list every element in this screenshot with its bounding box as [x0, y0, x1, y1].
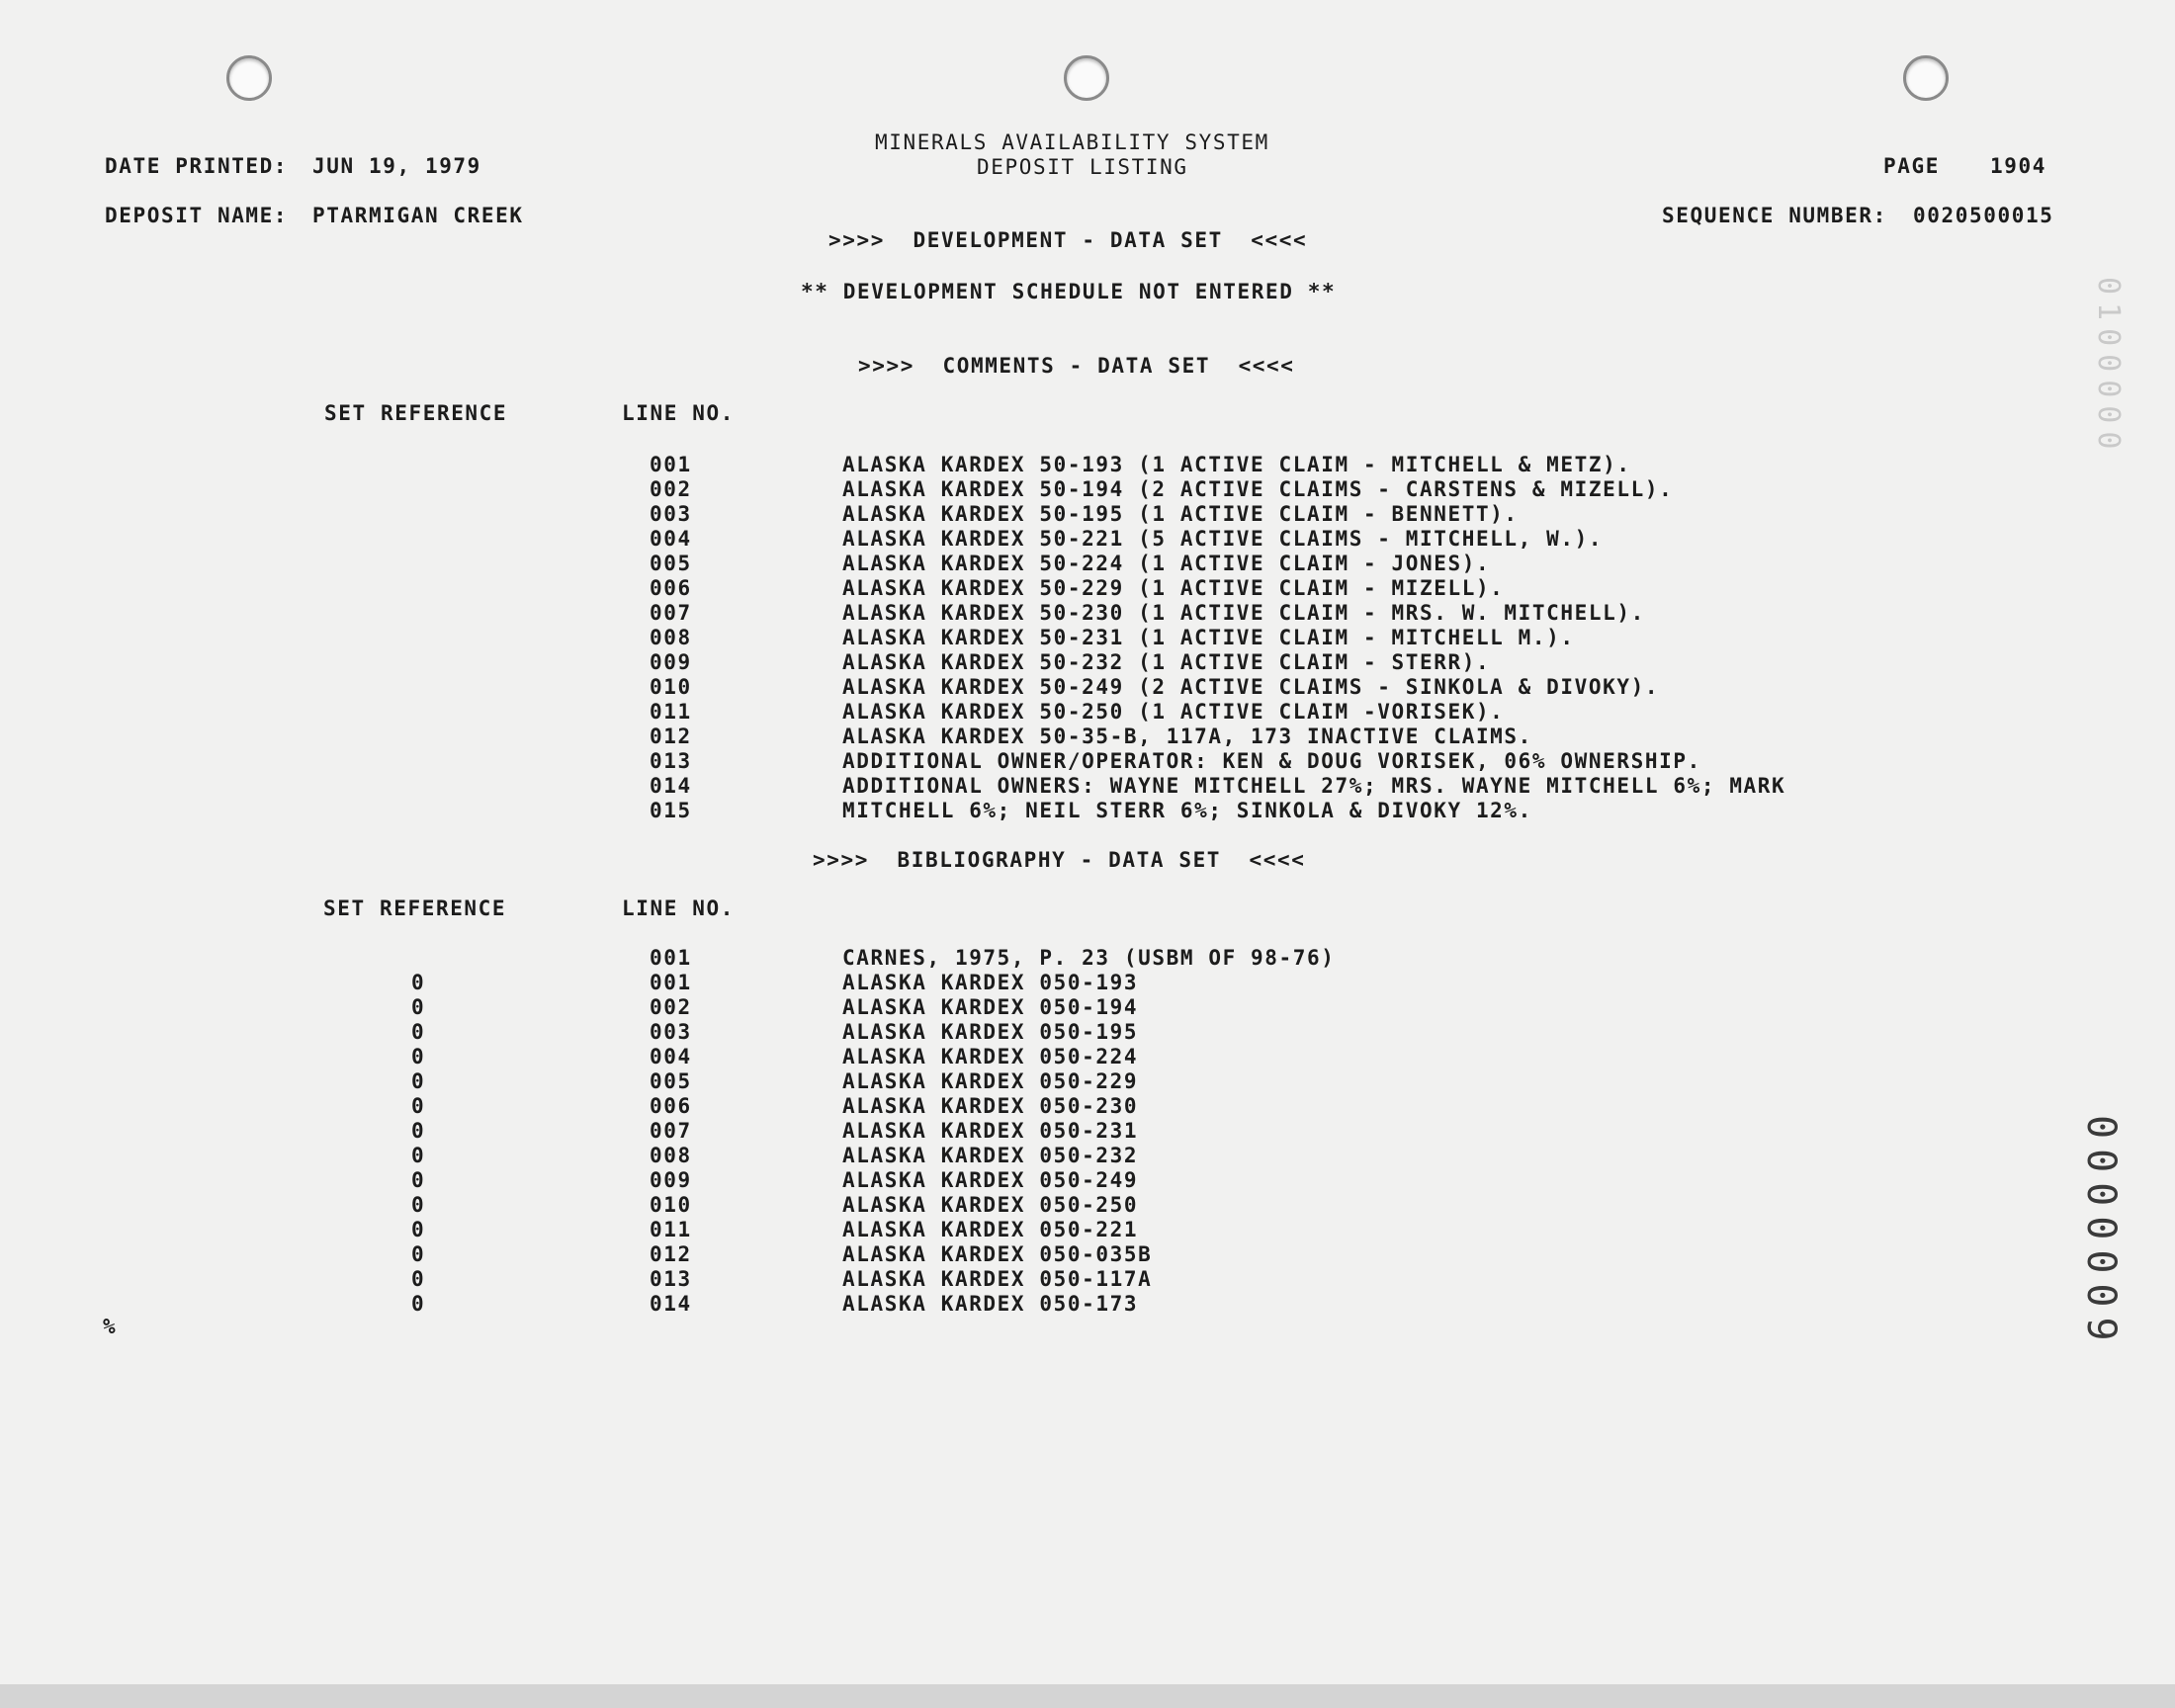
comment-line-no: 007: [650, 601, 692, 625]
comment-row: [0, 650, 2175, 675]
bibliography-text: ALASKA KARDEX 050-193: [842, 971, 1139, 994]
bibliography-row: [0, 1045, 2175, 1069]
bibliography-set-reference: 0: [411, 1144, 426, 1167]
comment-text: ADDITIONAL OWNERS: WAYNE MITCHELL 27%; MRS. WAYNE MITCHELL 6%; MARK: [842, 774, 1786, 798]
comment-text: ALASKA KARDEX 50-221 (5 ACTIVE CLAIMS - MITCHELL, W.).: [842, 527, 1604, 551]
comment-row: [0, 502, 2175, 527]
comment-text: ALASKA KARDEX 50-230 (1 ACTIVE CLAIM - MRS. W. MITCHELL).: [842, 601, 1645, 625]
bibliography-text: ALASKA KARDEX 050-229: [842, 1069, 1139, 1093]
scan-bottom-edge: [0, 1684, 2175, 1708]
bibliography-line-no: 013: [650, 1267, 692, 1291]
comment-line-no: 004: [650, 527, 692, 551]
bibliography-text: ALASKA KARDEX 050-035B: [842, 1242, 1153, 1266]
bibliography-row: [0, 1242, 2175, 1267]
bibliography-row: [0, 1119, 2175, 1144]
comment-text: ALASKA KARDEX 50-250 (1 ACTIVE CLAIM -VORISEK).: [842, 700, 1505, 724]
comment-line-no: 011: [650, 700, 692, 724]
comment-line-no: 005: [650, 552, 692, 575]
bibliography-list: [0, 946, 2175, 1317]
bibliography-row: [0, 971, 2175, 995]
bibliography-heading: >>>> BIBLIOGRAPHY - DATA SET <<<<: [813, 848, 1306, 872]
comment-row: [0, 453, 2175, 477]
bibliography-row: [0, 1292, 2175, 1317]
comment-text: MITCHELL 6%; NEIL STERR 6%; SINKOLA & DIVOKY 12%.: [842, 799, 1532, 822]
bibliography-row: [0, 1168, 2175, 1193]
listing-title: DEPOSIT LISTING: [977, 155, 1188, 179]
bibliography-line-no: 012: [650, 1242, 692, 1266]
bibliography-text: ALASKA KARDEX 050-194: [842, 995, 1139, 1019]
comments-col-line-no: LINE NO.: [622, 401, 735, 425]
comment-row: [0, 749, 2175, 774]
development-note: ** DEVELOPMENT SCHEDULE NOT ENTERED **: [801, 280, 1337, 303]
margin-stamp-upper: 0100000: [2091, 277, 2126, 458]
comment-line-no: 015: [650, 799, 692, 822]
comment-row: [0, 799, 2175, 823]
bibliography-row: [0, 1094, 2175, 1119]
comment-text: ALASKA KARDEX 50-232 (1 ACTIVE CLAIM - STERR).: [842, 650, 1491, 674]
development-heading: >>>> DEVELOPMENT - DATA SET <<<<: [828, 228, 1308, 252]
bibliography-set-reference: 0: [411, 1069, 426, 1093]
binder-hole-right: [1903, 55, 1949, 101]
comment-row: [0, 552, 2175, 576]
bibliography-text: ALASKA KARDEX 050-117A: [842, 1267, 1153, 1291]
comment-line-no: 003: [650, 502, 692, 526]
comment-row: [0, 725, 2175, 749]
bibliography-text: ALASKA KARDEX 050-250: [842, 1193, 1139, 1217]
bibliography-line-no: 002: [650, 995, 692, 1019]
bibliography-line-no: 008: [650, 1144, 692, 1167]
comment-text: ALASKA KARDEX 50-193 (1 ACTIVE CLAIM - MITCHELL & METZ).: [842, 453, 1631, 476]
bibliography-set-reference: 0: [411, 1193, 426, 1217]
comments-list: [0, 453, 2175, 823]
bibliography-text: CARNES, 1975, P. 23 (USBM OF 98-76): [842, 946, 1336, 970]
bibliography-row: [0, 995, 2175, 1020]
bibliography-line-no: 004: [650, 1045, 692, 1068]
comment-line-no: 013: [650, 749, 692, 773]
bibliography-line-no: 007: [650, 1119, 692, 1143]
bibliography-row: [0, 946, 2175, 971]
bibliography-set-reference: 0: [411, 1218, 426, 1241]
bibliography-row: [0, 1069, 2175, 1094]
bibliography-text: ALASKA KARDEX 050-195: [842, 1020, 1139, 1044]
comment-text: ALASKA KARDEX 50-195 (1 ACTIVE CLAIM - BENNETT).: [842, 502, 1519, 526]
bibliography-text: ALASKA KARDEX 050-230: [842, 1094, 1139, 1118]
comments-col-set-reference: SET REFERENCE: [324, 401, 508, 425]
binder-hole-center: [1064, 55, 1109, 101]
comment-line-no: 009: [650, 650, 692, 674]
comment-row: [0, 477, 2175, 502]
bibliography-line-no: 006: [650, 1094, 692, 1118]
bibliography-row: [0, 1267, 2175, 1292]
bibliography-set-reference: 0: [411, 995, 426, 1019]
bibliography-col-set-reference: SET REFERENCE: [323, 897, 507, 920]
bibliography-line-no: 001: [650, 946, 692, 970]
comment-line-no: 002: [650, 477, 692, 501]
comment-text: ALASKA KARDEX 50-35-B, 117A, 173 INACTIVE CLAIMS.: [842, 725, 1532, 748]
comment-line-no: 001: [650, 453, 692, 476]
binder-hole-left: [226, 55, 272, 101]
deposit-name-label: DEPOSIT NAME:: [105, 204, 289, 227]
margin-stamp-lower: 0000009: [2078, 1115, 2124, 1351]
bibliography-row: [0, 1193, 2175, 1218]
bibliography-set-reference: 0: [411, 1267, 426, 1291]
bibliography-text: ALASKA KARDEX 050-231: [842, 1119, 1139, 1143]
comment-row: [0, 774, 2175, 799]
comment-text: ADDITIONAL OWNER/OPERATOR: KEN & DOUG VORISEK, 06% OWNERSHIP.: [842, 749, 1701, 773]
comment-text: ALASKA KARDEX 50-224 (1 ACTIVE CLAIM - JONES).: [842, 552, 1491, 575]
bibliography-set-reference: 0: [411, 1045, 426, 1068]
date-printed-value: JUN 19, 1979: [312, 154, 481, 178]
comment-text: ALASKA KARDEX 50-249 (2 ACTIVE CLAIMS - SINKOLA & DIVOKY).: [842, 675, 1660, 699]
bibliography-text: ALASKA KARDEX 050-232: [842, 1144, 1139, 1167]
bibliography-set-reference: 0: [411, 1119, 426, 1143]
date-printed-label: DATE PRINTED:: [105, 154, 289, 178]
sequence-number-value: 0020500015: [1913, 204, 2054, 227]
bibliography-text: ALASKA KARDEX 050-173: [842, 1292, 1139, 1316]
bibliography-text: ALASKA KARDEX 050-224: [842, 1045, 1139, 1068]
percent-mark: %: [103, 1315, 118, 1338]
comment-line-no: 006: [650, 576, 692, 600]
bibliography-set-reference: 0: [411, 1020, 426, 1044]
bibliography-set-reference: 0: [411, 1242, 426, 1266]
bibliography-set-reference: 0: [411, 1168, 426, 1192]
bibliography-line-no: 010: [650, 1193, 692, 1217]
comment-row: [0, 576, 2175, 601]
bibliography-set-reference: 0: [411, 1292, 426, 1316]
comment-text: ALASKA KARDEX 50-194 (2 ACTIVE CLAIMS - CARSTENS & MIZELL).: [842, 477, 1674, 501]
bibliography-line-no: 014: [650, 1292, 692, 1316]
bibliography-set-reference: 0: [411, 971, 426, 994]
bibliography-row: [0, 1144, 2175, 1168]
comment-line-no: 012: [650, 725, 692, 748]
bibliography-line-no: 001: [650, 971, 692, 994]
bibliography-set-reference: 0: [411, 1094, 426, 1118]
deposit-name-value: PTARMIGAN CREEK: [312, 204, 524, 227]
system-title: MINERALS AVAILABILITY SYSTEM: [875, 130, 1269, 154]
bibliography-line-no: 009: [650, 1168, 692, 1192]
comment-row: [0, 626, 2175, 650]
comment-row: [0, 527, 2175, 552]
bibliography-row: [0, 1020, 2175, 1045]
bibliography-line-no: 005: [650, 1069, 692, 1093]
comments-heading: >>>> COMMENTS - DATA SET <<<<: [858, 354, 1295, 378]
bibliography-text: ALASKA KARDEX 050-249: [842, 1168, 1139, 1192]
bibliography-text: ALASKA KARDEX 050-221: [842, 1218, 1139, 1241]
comment-text: ALASKA KARDEX 50-231 (1 ACTIVE CLAIM - MITCHELL M.).: [842, 626, 1575, 649]
comment-line-no: 010: [650, 675, 692, 699]
comment-row: [0, 675, 2175, 700]
comment-line-no: 014: [650, 774, 692, 798]
page-label: PAGE: [1883, 154, 1940, 178]
bibliography-col-line-no: LINE NO.: [622, 897, 735, 920]
comment-row: [0, 700, 2175, 725]
bibliography-line-no: 011: [650, 1218, 692, 1241]
bibliography-row: [0, 1218, 2175, 1242]
bibliography-line-no: 003: [650, 1020, 692, 1044]
comment-text: ALASKA KARDEX 50-229 (1 ACTIVE CLAIM - MIZELL).: [842, 576, 1505, 600]
page-number: 1904: [1990, 154, 2046, 178]
sequence-number-label: SEQUENCE NUMBER:: [1662, 204, 1887, 227]
comment-row: [0, 601, 2175, 626]
comment-line-no: 008: [650, 626, 692, 649]
